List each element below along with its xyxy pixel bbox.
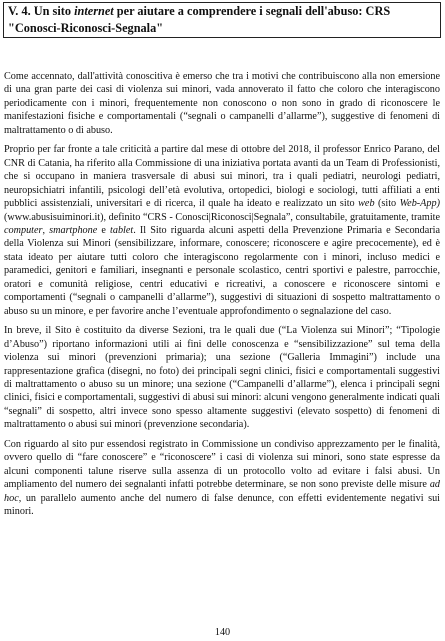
p2-text-f: . Il Sito riguarda alcuni aspetti della Prevenzione Primaria e Secondaria della Violenza sui Minori (sensibilizzare, informare, conoscere; riconoscere e agire precocemente), ed è stata ideato per aiutare tutti coloro che interagiscono regolarmente con i minori, incluso medici e paramedici, genitori e familiari, insegnanti e personale scolastico, centri sportivi e palestre, parrocchie, oratori e comunità religiose, centri educativi e ricreativi, a conoscere e riconoscere sintomi e comportamenti (“segnali o campanelli d’allarme”), suggestivi di situazioni di sospetto maltrattamento o abuso su un minore, e per favorire anche l’eventuale approfondimento o segnalazione del caso. xyxy=(4,224,441,317)
p4-text-a: Con riguardo al sito pur essendosi registrato in Commissione un condiviso apprezzamento per le finalità, ovvero quello di “fare conoscere” e “riconoscere” i casi di violenza sui minori, sono state espresse da alcuni componenti talune riserve sulla assenza di un protocollo volto ad evitare i falsi abusi. Un ampliamento del numero dei segnalanti infatti potrebbe determinare, se non sono previste delle misure xyxy=(4,438,440,491)
heading-text-part2: per aiutare a comprendere i segnali dell'abuso: CRS xyxy=(113,4,391,18)
paragraph-4 xyxy=(4,438,440,519)
p2-italic-web: web xyxy=(358,198,375,210)
heading-text-italic: internet xyxy=(74,4,114,18)
p2-text-c: (www.abusisuiminori.it), definito “CRS - Conosci|Riconosci|Segnala”, consultabile, gratuitamente, tramite xyxy=(4,211,440,223)
p2-italic-computer: computer xyxy=(4,224,43,236)
paragraph-3: In breve, il Sito è costituito da diverse Sezioni, tra le quali due (“La Violenza sui Minori”; “Tipologie d’Abuso”) riportano informazioni utili ai fini delle conoscenza e “sensibilizzazione” sul tema della violenza sui minori (prevenzioni primaria); una sezione (“Galleria Immagini”) include una rappresentazione grafica (disegni, no foto) dei principali segni clinici, fisici e comportamentali suggestivi di maltrattamento o abuso su un minore; una sezione (“Campanelli d’allarme”), elenca i principali segni clinici, fisici e comportamentali, suggestivi di abusi sui minori: alcuni vengono generalmente indicati quali “segnali” di sospetto, altri invece sono spesso altamente suggestivi (elevato sospetto) di fenomeni di maltrattamento o abusi sui minori (prevenzione secondaria). xyxy=(4,325,440,431)
p4-italic-adhoc: ad hoc xyxy=(4,479,440,504)
section-heading-line1 xyxy=(8,4,390,19)
p2-italic-tablet: tablet xyxy=(110,224,134,236)
p2-italic-smartphone: smartphone xyxy=(49,224,98,236)
p2-italic-webapp: Web-App) xyxy=(399,198,440,210)
section-heading-box xyxy=(3,2,441,38)
section-heading-line2: "Conosci-Riconosci-Segnala" xyxy=(8,21,164,35)
paragraph-1: Come accennato, dall'attività conoscitiva è emerso che tra i motivi che contribuiscono alla non emersione di una gran parte dei casi di violenza sui minori, vada annoverato il fatto che coloro che interagiscono periodicamente con i minori, frequentemente non conoscono o non sono in grado di riconoscere le manifestazioni fisiche e comportamentali (“segnali o campanelli d’allarme”), suggestive di fenomeni di maltrattamento o di abuso. xyxy=(4,71,440,136)
p2-text-a: Proprio per far fronte a tale criticità a partire dal mese di ottobre del 2018, il professor Enrico Parano, del CNR di Catania, ha riferito alla Commissione di una iniziativa portata avanti da un Team di Professionisti, che si occupano in maniera trasversale di abusi sui minori, tra i quali pediatri, neurologi pediatri, neuropsichiatri infantili, psicologi dell’età evolutiva, ortopedici, biologi e sociologi, tutti affiliati a enti pubblici assistenziali, universitari e di ricerca, il quale ha ideato e realizzato un sito xyxy=(4,144,440,210)
paragraph-2 xyxy=(4,143,440,318)
body-text xyxy=(4,70,440,525)
heading-text-part1: V. 4. Un sito xyxy=(8,4,75,18)
p2-text-d: , xyxy=(42,224,50,236)
p2-text-e: e xyxy=(97,224,111,236)
p4-text-b: , un parallelo aumento anche del numero di false denunce, con effetti evidentemente negativi sui minori. xyxy=(4,492,440,518)
p2-text-b: (sito xyxy=(374,198,400,210)
page-number: 140 xyxy=(214,627,231,638)
